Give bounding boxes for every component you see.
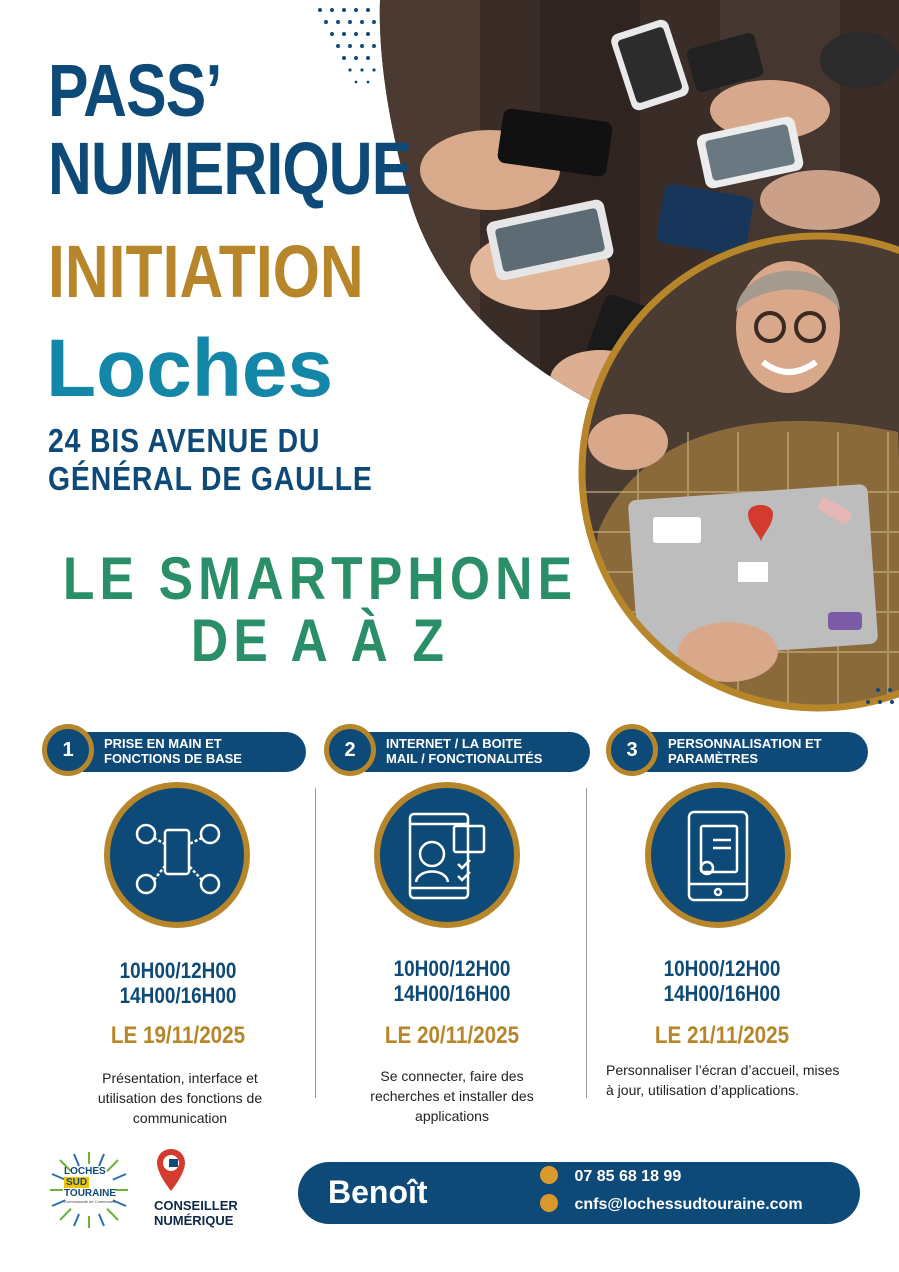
email-row [540, 1194, 803, 1215]
loches-sud-touraine-logo [48, 1150, 130, 1230]
logo-text-3: TOURAINE [64, 1188, 117, 1199]
advisor-portrait [578, 232, 899, 712]
session-1-number: 1 [42, 724, 94, 776]
phone-row [540, 1166, 681, 1187]
column-divider [586, 788, 587, 1098]
title-line-2: NUMERIQUE [48, 127, 412, 210]
session-2-time-2: 14H00/16H00 [393, 981, 511, 1006]
session-3-number: 3 [606, 724, 658, 776]
phone-icon [540, 1166, 558, 1184]
smartphone-features-icon [104, 782, 250, 928]
subtitle: INITIATION [48, 230, 364, 313]
session-2-time-1: 10H00/12H00 [393, 956, 511, 981]
session-1-time-1: 10H00/12H00 [119, 958, 237, 983]
phone-number[interactable]: 07 85 68 18 99 [574, 1168, 682, 1185]
session-1-title-line-2: FONCTIONS DE BASE [104, 751, 242, 766]
logo-small-text: Communauté de Communes [64, 1199, 116, 1204]
session-3-description [606, 1060, 862, 1100]
session-3-header [606, 730, 868, 772]
tablet-document-icon [645, 782, 791, 928]
address-line-2: GÉNÉRAL DE GAULLE [48, 460, 373, 497]
conseiller-line-1: CONSEILLER [154, 1198, 238, 1213]
session-2-header [324, 730, 590, 772]
session-2-desc-line-3: applications [415, 1108, 489, 1124]
session-3-desc-line-1: Personnaliser l’écran d’accueil, mises [606, 1062, 840, 1078]
session-3-time-2: 14H00/16H00 [663, 981, 781, 1006]
session-1-title [64, 732, 306, 772]
session-2-date: LE 20/11/2025 [384, 1022, 520, 1049]
map-pin-icon [156, 1148, 186, 1192]
column-divider [315, 788, 316, 1098]
main-title [48, 49, 412, 210]
session-2-title-line-1: INTERNET / LA BOITE [386, 736, 523, 751]
session-2-number: 2 [324, 724, 376, 776]
session-1-date: LE 19/11/2025 [110, 1022, 246, 1049]
contact-name: Benoît [328, 1174, 428, 1210]
session-3-title-line-1: PERSONNALISATION ET [668, 736, 822, 751]
session-1-desc-line-3: communication [132, 1110, 228, 1126]
session-1-header [42, 730, 306, 772]
session-1-times [75, 958, 281, 1008]
city-name: Loches [46, 323, 334, 414]
session-2-title-line-2: MAIL / FONCTIONALITÉS [386, 751, 543, 766]
session-2-desc-line-1: Se connecter, faire des [380, 1068, 524, 1084]
conseiller-line-2: NUMÉRIQUE [154, 1213, 234, 1228]
session-2-times [349, 956, 555, 1006]
session-3-time-1: 10H00/12H00 [663, 956, 781, 981]
logo-text-2: SUD [66, 1177, 88, 1188]
topic-title [45, 545, 595, 674]
topic-line-2: DE A À Z [190, 607, 450, 674]
session-3-title [628, 732, 868, 772]
session-1-description [58, 1068, 302, 1128]
session-2-description [330, 1066, 574, 1126]
email-address[interactable]: cnfs@lochessudtouraine.com [574, 1196, 803, 1213]
session-1-desc-line-2: utilisation des fonctions de [97, 1090, 263, 1106]
title-line-1: PASS’ [48, 49, 222, 132]
logo-text-1: LOCHES [64, 1166, 106, 1177]
globe-icon [540, 1194, 558, 1212]
session-3-times [619, 956, 825, 1006]
session-3-title-line-2: PARAMÈTRES [668, 751, 759, 766]
conseiller-numerique-logo [150, 1148, 250, 1234]
session-1-title-line-1: PRISE EN MAIN ET [104, 736, 222, 751]
session-2-desc-line-2: recherches et installer des [370, 1088, 534, 1104]
session-3-date: LE 21/11/2025 [654, 1022, 790, 1049]
session-2-title [346, 732, 590, 772]
session-1-desc-line-1: Présentation, interface et [102, 1070, 258, 1086]
tablet-user-settings-icon [374, 782, 520, 928]
topic-line-1: LE SMARTPHONE [62, 545, 578, 612]
session-1-time-2: 14H00/16H00 [119, 983, 237, 1008]
session-3-desc-line-2: à jour, utilisation d’applications. [606, 1082, 800, 1098]
address [48, 422, 373, 498]
address-line-1: 24 BIS AVENUE DU [48, 422, 321, 459]
